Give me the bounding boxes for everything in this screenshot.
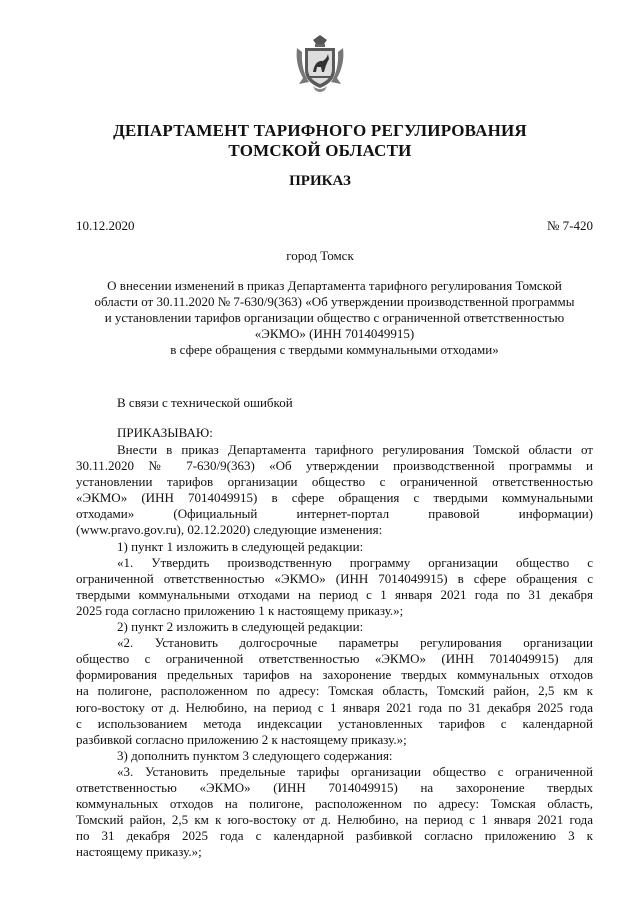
- subject-line: и установлении тарифов организации общество с ограниченной ответственностью: [104, 310, 565, 325]
- body-line: 3) дополнить пунктом 3 следующего содержания:: [117, 747, 393, 763]
- body-line: на полигоне, расположенном по адресу: Томская область, Томский район, 2,5 км к: [76, 683, 593, 699]
- organization-name-line1: ДЕПАРТАМЕНТ ТАРИФНОГО РЕГУЛИРОВАНИЯ: [113, 121, 527, 140]
- document-date: 10.12.2020: [76, 218, 135, 233]
- body-line: юго-востоку от д. Нелюбино, на период с 1 января 2021 года по 31 декабря 2025 года: [76, 699, 593, 715]
- body-line: разбивкой согласно приложению 2 к настоящему приказу.»;: [76, 731, 407, 747]
- body-line: установлении тарифов организации общество с ограниченной ответственностью: [76, 474, 593, 490]
- document-number: № 7-420: [547, 218, 593, 233]
- document-subject: [76, 278, 593, 358]
- subject-line: О внесении изменений в приказ Департамента тарифного регулирования Томской: [107, 278, 562, 293]
- body-line: 2) пункт 2 изложить в следующей редакции:: [117, 619, 364, 635]
- order-keyword: ПРИКАЗЫВАЮ:: [117, 425, 213, 440]
- subject-line: в сфере обращения с твердыми коммунальными отходами»: [170, 342, 499, 357]
- body-line: 30.11.2020 № 7-630/9(363) «Об утверждении производственной программы и: [76, 458, 593, 474]
- body-line: «ЭКМО» (ИНН 7014049915) в сфере обращения с твердыми коммунальными: [76, 490, 593, 506]
- body-line: общество с ограниченной ответственностью «ЭКМО» (ИНН 7014049915) для: [76, 651, 593, 667]
- body-line: отходами» (Официальный интернет-портал правовой информации): [76, 506, 593, 522]
- document-type: ПРИКАЗ: [289, 173, 351, 189]
- body-line: 1) пункт 1 изложить в следующей редакции:: [117, 538, 364, 554]
- tomsk-oblast-coat-of-arms-icon: [293, 34, 347, 94]
- body-line: Внести в приказ Департамента тарифного регулирования Томской области от: [117, 442, 593, 457]
- document-city: город Томск: [286, 248, 354, 263]
- body-line: формирования предельных тарифов на захоронение твердых коммунальных отходов: [76, 667, 593, 683]
- reason-paragraph: В связи с технической ошибкой: [117, 395, 293, 410]
- body-line: «2. Установить долгосрочные параметры регулирования организации: [117, 635, 593, 651]
- body-line: коммунальных отходов на полигоне, расположенном по адресу: Томская область,: [76, 796, 593, 812]
- organization-name-line2: ТОМСКОЙ ОБЛАСТИ: [228, 141, 412, 160]
- body-line: Томский район, 2,5 км к юго-востоку от д. Нелюбино, на период с 1 января 2021 года: [76, 812, 593, 828]
- body-line: настоящему приказу.»;: [76, 844, 202, 860]
- subject-line: области от 30.11.2020 № 7-630/9(363) «Об утверждении производственной программы: [94, 294, 575, 309]
- subject-line: «ЭКМО» (ИНН 7014049915): [254, 326, 415, 341]
- body-line: с использованием метода индексации установленных тарифов с календарной: [76, 715, 593, 731]
- body-line: «1. Утвердить производственную программу организации общество с: [117, 554, 593, 570]
- body-line: ответственностью «ЭКМО» (ИНН 7014049915) на захоронение твердых: [76, 779, 593, 795]
- body-line: 2025 года согласно приложению 1 к настоящему приказу.»;: [76, 602, 404, 618]
- body-line: твердыми коммунальными отходами на период с 1 января 2021 года по 31 декабря: [76, 586, 593, 602]
- body-line: (www.pravo.gov.ru), 02.12.2020) следующие изменения:: [76, 522, 383, 538]
- body-line: «3. Установить предельные тарифы организации общество с ограниченной: [117, 763, 593, 779]
- body-line: по 31 декабря 2025 года с календарной разбивкой согласно приложению 3 к: [76, 828, 593, 844]
- document-body: [76, 442, 593, 860]
- body-line: ограниченной ответственностью «ЭКМО» (ИНН 7014049915) в сфере обращения с: [76, 570, 593, 586]
